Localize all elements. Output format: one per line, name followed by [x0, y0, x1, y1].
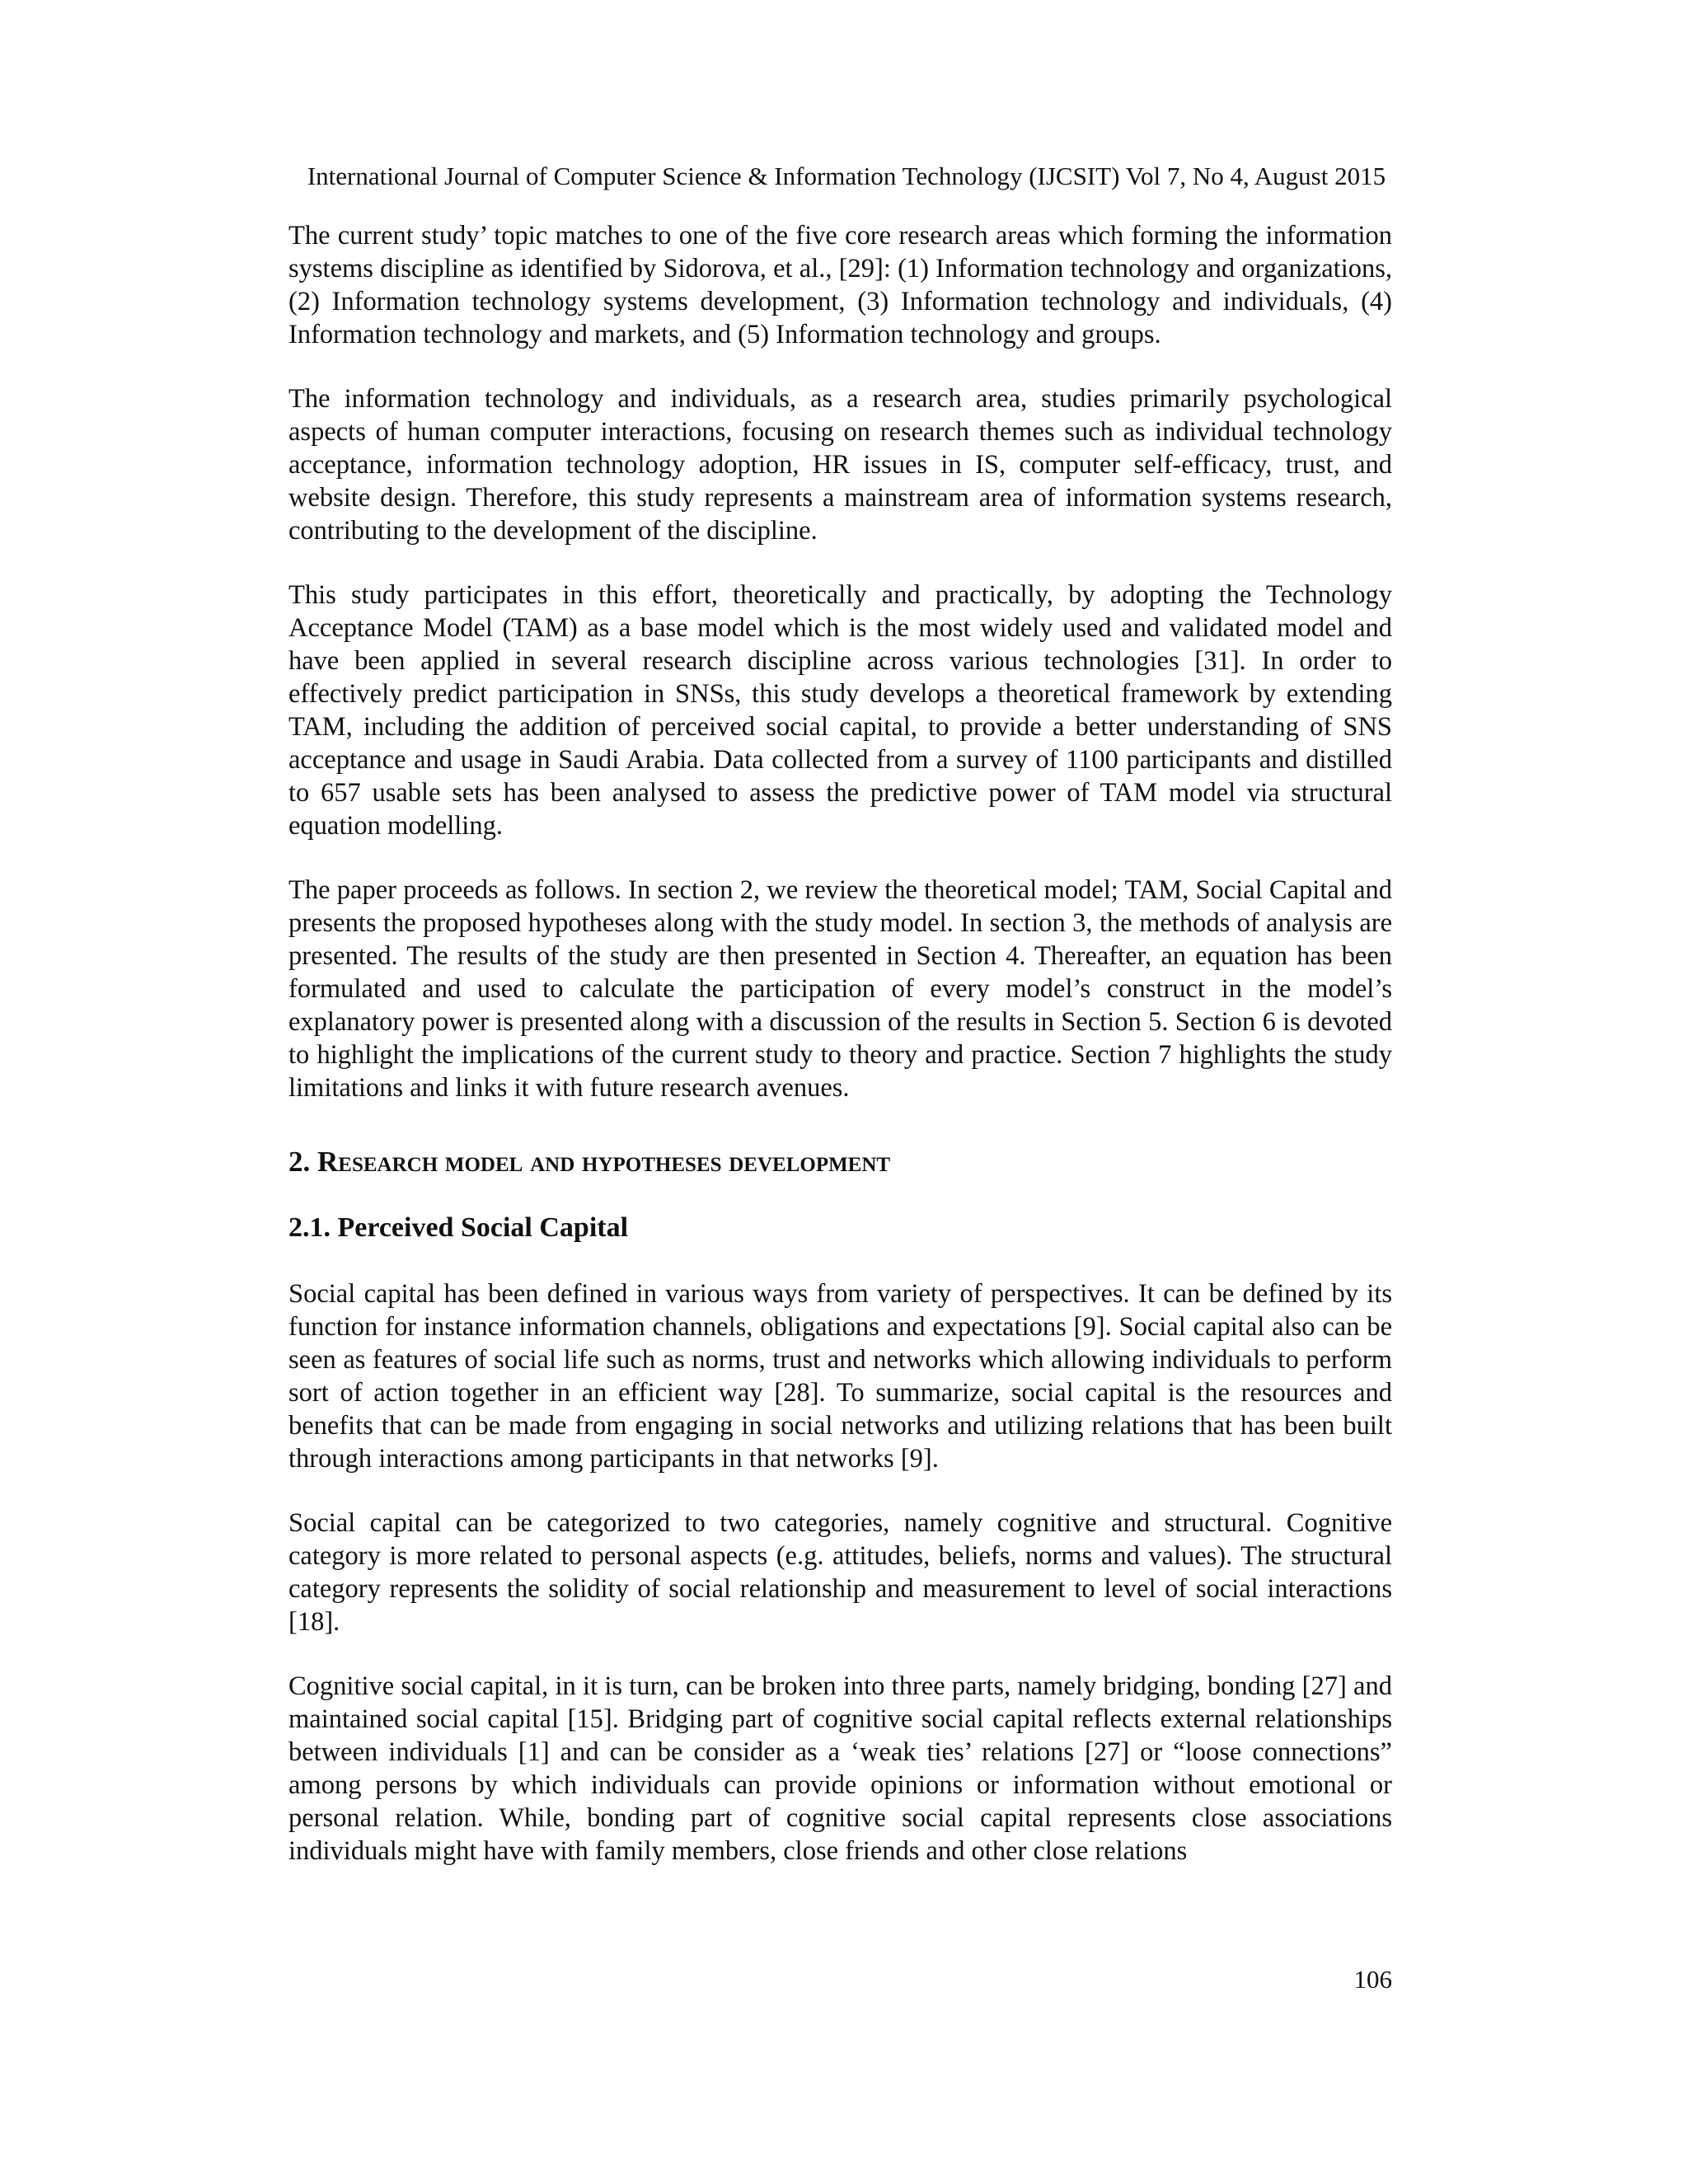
running-header: International Journal of Computer Science & Information Technology (IJCSIT) Vol 7, No 4, August 2015 [307, 162, 1386, 190]
paragraph-research-areas: The current study’ topic matches to one of the five core research areas which forming the information systems discipline as identified by Sidorova, et al., [29]: (1) Information technology and organizations, (2) Information technology systems development, (3) Information technology and individuals, (4) Information technology and markets, and (5) Information technology and groups. [288, 221, 1392, 349]
paragraph-social-capital-definition: Social capital has been defined in various ways from variety of perspectives. It can be defined by its function for instance information channels, obligations and expectations [9]. Social capital also can be seen as features of social life such as norms, trust and networks which allowing individuals to perform sort of action together in an efficient way [28]. To summarize, social capital is the resources and benefits that can be made from engaging in social networks and utilizing relations that has been built through interactions among participants in that networks [9]. [288, 1279, 1392, 1474]
subsection-heading: 2.1. Perceived Social Capital [288, 1212, 629, 1243]
paragraph-cognitive-social-capital: Cognitive social capital, in it is turn, can be broken into three parts, namely bridging, bonding [27] and maintained social capital [15]. Bridging part of cognitive social capital reflects external relationships between individuals [1] and can be consider as a ‘weak ties’ relations [27] or “loose connections” among persons by which individuals can provide opinions or information without emotional or personal relation. While, bonding part of cognitive social capital represents close associations individuals might have with family members, close friends and other close relations [288, 1671, 1392, 1866]
paragraph-social-capital-categories: Social capital can be categorized to two categories, namely cognitive and structural. Cognitive category is more related to personal aspects (e.g. attitudes, beliefs, norms and values). The structural category represents the solidity of social relationship and measurement to level of social interactions [18]. [288, 1508, 1392, 1637]
page-number: 106 [1353, 1965, 1392, 1994]
paragraph-paper-outline: The paper proceeds as follows. In section 2, we review the theoretical model; TAM, Social Capital and presents the proposed hypotheses along with the study model. In section 3, the methods of analysis are presented. The results of the study are then presented in Section 4. Thereafter, an equation has been formulated and used to calculate the participation of every model’s construct in the model’s explanatory power is presented along with a discussion of the results in Section 5. Section 6 is devoted to highlight the implications of the current study to theory and practice. Section 7 highlights the study limitations and links it with future research avenues. [288, 875, 1392, 1103]
paragraph-tam-study: This study participates in this effort, theoretically and practically, by adopting the Technology Acceptance Model (TAM) as a base model which is the most widely used and validated model and have been applied in several research discipline across various technologies [31]. In order to effectively predict participation in SNSs, this study develops a theoretical framework by extending TAM, including the addition of perceived social capital, to provide a better understanding of SNS acceptance and usage in Saudi Arabia. Data collected from a survey of 1100 participants and distilled to 657 usable sets has been analysed to assess the predictive power of TAM model via structural equation modelling. [288, 580, 1392, 841]
paragraph-it-and-individuals: The information technology and individuals, as a research area, studies primarily psychological aspects of human computer interactions, focusing on research themes such as individual technology acceptance, information technology adoption, HR issues in IS, computer self-efficacy, trust, and website design. Therefore, this study represents a mainstream area of information systems research, contributing to the development of the discipline. [288, 384, 1392, 546]
body-text [288, 219, 1392, 1868]
section-heading: 2. Research model and hypotheses development [288, 1146, 891, 1178]
